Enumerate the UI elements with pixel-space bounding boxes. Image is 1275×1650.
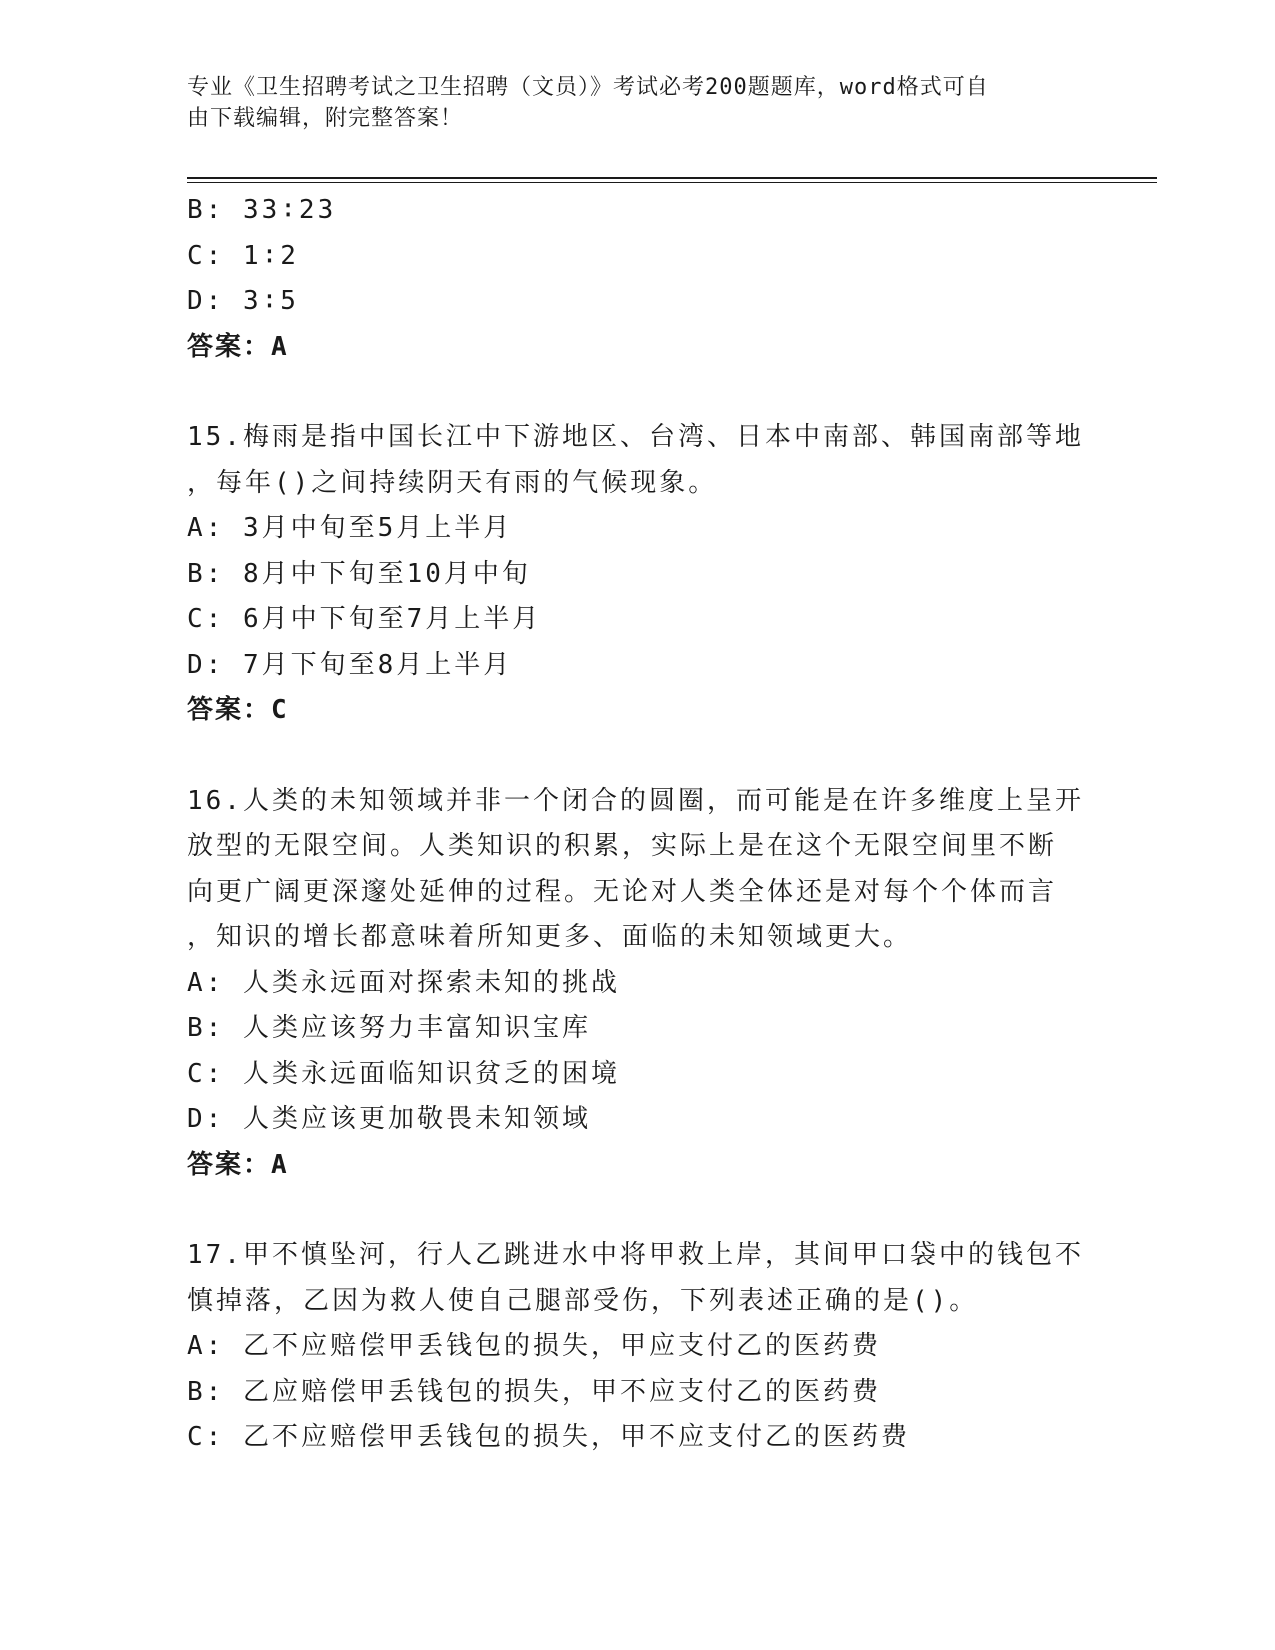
question-text-line: ，知识的增长都意味着所知更多、面临的未知领域更大。 bbox=[187, 922, 913, 952]
option-c: C: 1∶2 bbox=[187, 240, 299, 271]
option-b: B: 人类应该努力丰富知识宝库 bbox=[187, 1013, 591, 1043]
option-c: C: 6月中下旬至7月上半月 bbox=[187, 604, 542, 634]
question-text-line: 放型的无限空间。人类知识的积累，实际上是在这个无限空间里不断 bbox=[187, 831, 1058, 861]
option-a: A: 乙不应赔偿甲丢钱包的损失，甲应支付乙的医药费 bbox=[187, 1331, 881, 1361]
option-c: C: 乙不应赔偿甲丢钱包的损失，甲不应支付乙的医药费 bbox=[187, 1422, 910, 1452]
question-list bbox=[187, 188, 1084, 1461]
question-spacer bbox=[187, 370, 1067, 415]
option-d: D: 7月下旬至8月上半月 bbox=[187, 649, 513, 680]
question-spacer bbox=[187, 1188, 1067, 1233]
question-text-line: 15.梅雨是指中国长江中下游地区、台湾、日本中南部、韩国南部等地 bbox=[187, 422, 1084, 452]
question-16 bbox=[187, 779, 1084, 1189]
header-line-1: 专业《卫生招聘考试之卫生招聘（文员）》考试必考200题题库，word格式可自 bbox=[187, 75, 989, 100]
option-b: B: 33∶23 bbox=[187, 195, 337, 225]
header-divider-thick bbox=[187, 177, 1157, 179]
document-header bbox=[187, 72, 1077, 134]
answer-line: 答案：A bbox=[187, 331, 289, 362]
option-b: B: 8月中下旬至10月中旬 bbox=[187, 558, 531, 589]
option-d: D: 3∶5 bbox=[187, 286, 299, 316]
question-text-line: 17.甲不慎坠河，行人乙跳进水中将甲救上岸，其间甲口袋中的钱包不 bbox=[187, 1240, 1084, 1270]
option-a: A: 3月中旬至5月上半月 bbox=[187, 513, 513, 543]
answer-line: 答案：A bbox=[187, 1149, 289, 1180]
question-15 bbox=[187, 415, 1084, 734]
answer-line: 答案：C bbox=[187, 695, 289, 725]
question-text-line: 慎掉落，乙因为救人使自己腿部受伤，下列表述正确的是()。 bbox=[187, 1285, 979, 1316]
option-d: D: 人类应该更加敬畏未知领域 bbox=[187, 1104, 591, 1134]
header-line-2: 由下载编辑，附完整答案！ bbox=[187, 106, 464, 131]
question-spacer bbox=[187, 734, 1067, 779]
question-text-line: 16.人类的未知领域并非一个闭合的圆圈，而可能是在许多维度上呈开 bbox=[187, 785, 1084, 816]
header-divider-thin bbox=[187, 182, 1157, 183]
question-14-tail bbox=[187, 188, 1067, 370]
question-text-line: 向更广阔更深邃处延伸的过程。无论对人类全体还是对每个个体而言 bbox=[187, 876, 1058, 907]
question-text-line: ，每年()之间持续阴天有雨的气候现象。 bbox=[187, 467, 718, 498]
option-c: C: 人类永远面临知识贫乏的困境 bbox=[187, 1058, 620, 1089]
option-b: B: 乙应赔偿甲丢钱包的损失，甲不应支付乙的医药费 bbox=[187, 1376, 881, 1407]
option-a: A: 人类永远面对探索未知的挑战 bbox=[187, 967, 620, 998]
question-17 bbox=[187, 1233, 1084, 1461]
